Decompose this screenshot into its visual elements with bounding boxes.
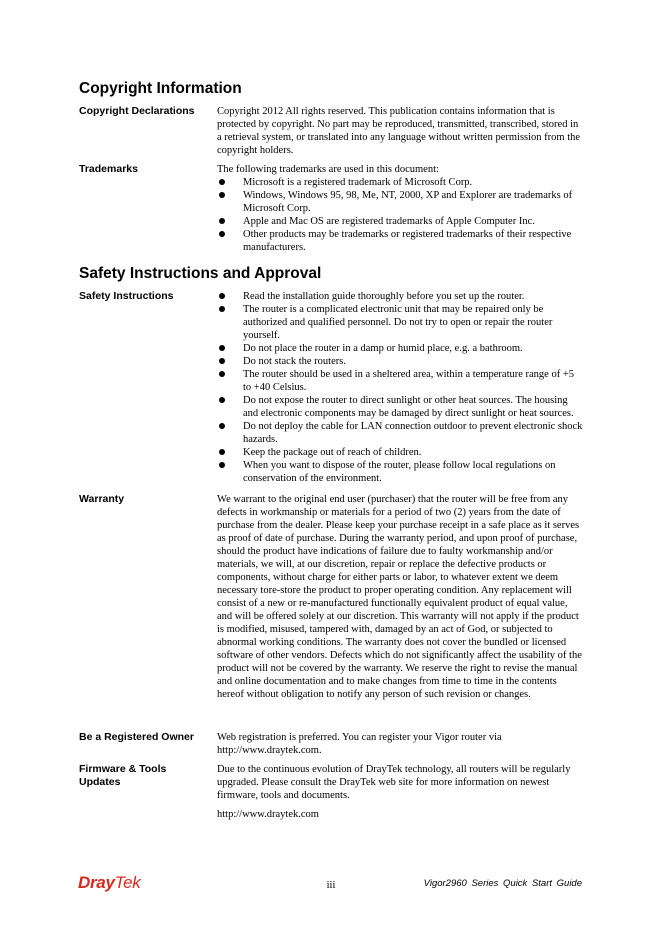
draytek-logo — [78, 873, 141, 893]
copyright-declarations-paragraph: Copyright 2012 All rights reserved. This publication contains information that is protected by copyright. No part may be reproduced, transmitted, transcribed, stored in a retrieval system, or translated into any language without written permission from the copyright holders. — [217, 106, 581, 156]
safety-instructions-list — [217, 290, 583, 485]
registered-owner-section — [217, 731, 583, 757]
list-item: When you want to dispose of the router, please follow local regulations on conservation of the environment. — [217, 459, 583, 485]
trademarks-section — [217, 163, 583, 254]
copyright-heading: Copyright Information — [79, 80, 242, 97]
logo-dray-text: Dray — [78, 873, 115, 892]
trademarks-intro: The following trademarks are used in this document: — [217, 164, 439, 175]
safety-heading: Safety Instructions and Approval — [79, 265, 322, 282]
guide-title: Vigor2960 Series Quick Start Guide — [423, 878, 582, 889]
firmware-updates-section — [217, 763, 583, 821]
list-item: Do not expose the router to direct sunlight or other heat sources. The housing and electronic components may be damaged by direct sunlight or heat sources. — [217, 394, 583, 420]
trademarks-list — [217, 176, 583, 254]
registered-owner-paragraph: Web registration is preferred. You can register your Vigor router via http://www.draytek.com. — [217, 732, 502, 756]
list-item: The router should be used in a sheltered area, within a temperature range of +5 to +40 Celsius. — [217, 368, 583, 394]
logo-tek-text: Tek — [114, 873, 141, 892]
list-item: Do not deploy the cable for LAN connection outdoor to prevent electronic shock hazards. — [217, 420, 583, 446]
warranty-section — [217, 493, 583, 701]
list-item: Other products may be trademarks or registered trademarks of their respective manufacturers. — [217, 228, 583, 254]
firmware-updates-label: Firmware & Tools Updates — [79, 763, 167, 788]
firmware-updates-paragraph: Due to the continuous evolution of DrayTek technology, all routers will be regularly upgraded. Please consult the DrayTek web site for more information on newest firmware, tools and documents. — [217, 764, 571, 801]
draytek-url-link[interactable]: http://www.draytek.com — [217, 809, 319, 820]
registered-owner-label: Be a Registered Owner — [79, 731, 194, 743]
list-item: Read the installation guide thoroughly before you set up the router. — [217, 290, 583, 303]
warranty-label: Warranty — [79, 493, 125, 505]
list-item: Keep the package out of reach of children. — [217, 446, 583, 459]
list-item: Microsoft is a registered trademark of Microsoft Corp. — [217, 176, 583, 189]
list-item: Do not place the router in a damp or humid place, e.g. a bathroom. — [217, 342, 583, 355]
warranty-paragraph: We warrant to the original end user (purchaser) that the router will be free from any defects in workmanship or materials for a period of two (2) years from the date of purchase from the dealer. Please keep your purchase receipt in a safe place as it serves as proof of date of purchase. During the warranty period, and upon proof of purchase, should the product have indications of failure due to faulty workmanship and/or materials, we will, at our discretion, repair or replace the defective products or components, without charge for either parts or labor, to whatever extent we deem necessary tore-store the product to proper operating condition. Any replacement will consist of a new or re-manufactured functionally equivalent product of equal value, and will be offered solely at our discretion. This warranty will not apply if the product is modified, misused, tampered with, damaged by an act of God, or subjected to abnormal working conditions. The warranty does not cover the bundled or licensed software of other vendors. Defects which do not significantly affect the usability of the product will not be covered by the warranty. We reserve the right to revise the manual and online documentation and to make changes from time to time in the contents hereof without obligation to notify any person of such revision or changes. — [217, 494, 582, 700]
list-item: The router is a complicated electronic unit that may be repaired only be authorized and qualified personnel. Do not try to open or repair the router yourself. — [217, 303, 583, 342]
trademarks-label: Trademarks — [79, 163, 138, 175]
list-item: Do not stack the routers. — [217, 355, 583, 368]
safety-instructions-label: Safety Instructions — [79, 290, 174, 302]
copyright-declarations-label: Copyright Declarations — [79, 105, 195, 117]
safety-instructions-section — [217, 290, 583, 485]
list-item: Windows, Windows 95, 98, Me, NT, 2000, XP and Explorer are trademarks of Microsoft Corp. — [217, 189, 583, 215]
list-item: Apple and Mac OS are registered trademarks of Apple Computer Inc. — [217, 215, 583, 228]
copyright-declarations-text — [217, 105, 583, 157]
page-number: iii — [326, 880, 336, 891]
